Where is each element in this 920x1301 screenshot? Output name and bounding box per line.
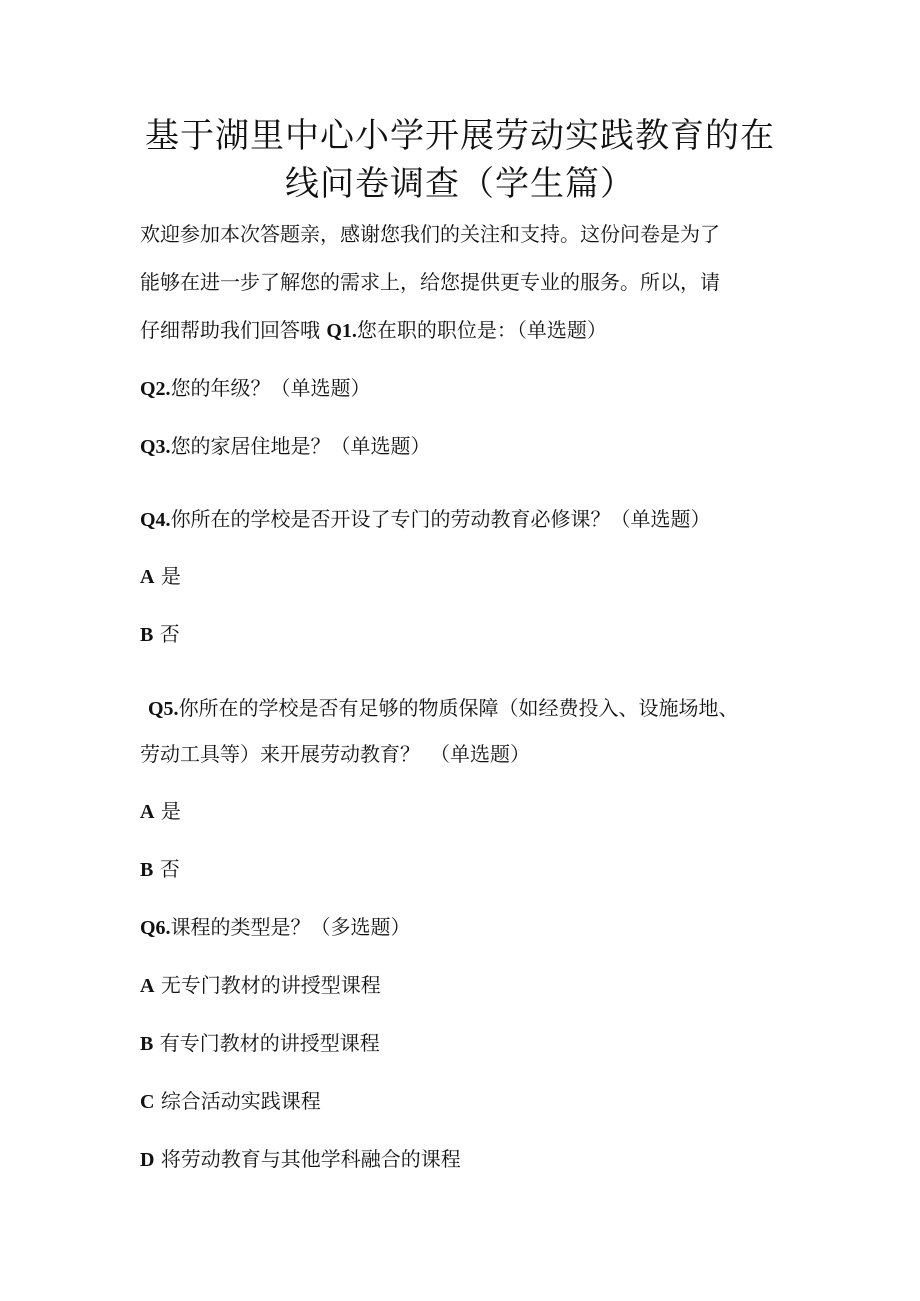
question-4 [140,505,711,534]
question-4-option-b [140,620,180,649]
question-3 [140,432,431,461]
question-6-option-c [140,1087,321,1116]
question-3-text: 您的家居住地是？（单选题） [170,434,431,458]
question-4-text: 你所在的学校是否开设了专门的劳动教育必修课？（单选题） [170,507,711,531]
option-key: A [140,975,155,997]
question-2 [140,374,371,403]
option-text: 综合活动实践课程 [160,1089,321,1113]
option-key: A [140,801,155,823]
question-5-number: Q5. [148,698,179,720]
option-text: 否 [159,857,180,881]
question-5-option-a [140,797,181,826]
option-key: D [140,1149,155,1171]
question-2-number: Q2. [140,378,171,400]
question-5-option-b [140,855,180,884]
intro-line-3 [140,316,607,345]
option-text: 将劳动教育与其他学科融合的课程 [160,1147,461,1171]
document-title-line-1: 基于湖里中心小学开展劳动实践教育的在 [145,116,775,156]
document-title-line-2: 线问卷调查（学生篇） [285,164,635,204]
question-6-number: Q6. [140,917,171,939]
option-text: 有专门教材的讲授型课程 [159,1031,380,1055]
question-2-text: 您的年级？（单选题） [170,376,371,400]
question-6-option-b [140,1029,380,1058]
option-text: 是 [160,799,181,823]
question-4-number: Q4. [140,509,171,531]
question-1-number: Q1. [326,320,357,342]
question-6-text: 课程的类型是？（多选题） [170,915,411,939]
intro-line-2: 能够在进一步了解您的需求上，给您提供更专业的服务。所以，请 [140,270,720,294]
option-key: B [140,624,154,646]
intro-line-3-text: 仔细帮助我们回答哦 [140,318,327,342]
option-key: B [140,859,154,881]
option-key: B [140,1033,154,1055]
intro-line-1: 欢迎参加本次答题亲，感谢您我们的关注和支持。这份问卷是为了 [140,222,720,246]
question-5-text: 你所在的学校是否有足够的物质保障（如经费投入、设施场地、 [178,696,739,720]
question-4-option-a [140,562,181,591]
question-3-number: Q3. [140,436,171,458]
option-text: 否 [159,622,180,646]
question-6-option-d [140,1145,461,1174]
option-text: 无专门教材的讲授型课程 [160,973,381,997]
question-5 [148,694,739,723]
option-key: A [140,566,155,588]
question-6-option-a [140,971,381,1000]
question-1-text: 您在职的职位是：（单选题） [356,318,607,342]
option-text: 是 [160,564,181,588]
question-6 [140,913,411,942]
question-5-continued: 劳动工具等）来开展劳动教育？ （单选题） [140,742,530,766]
option-key: C [140,1091,155,1113]
